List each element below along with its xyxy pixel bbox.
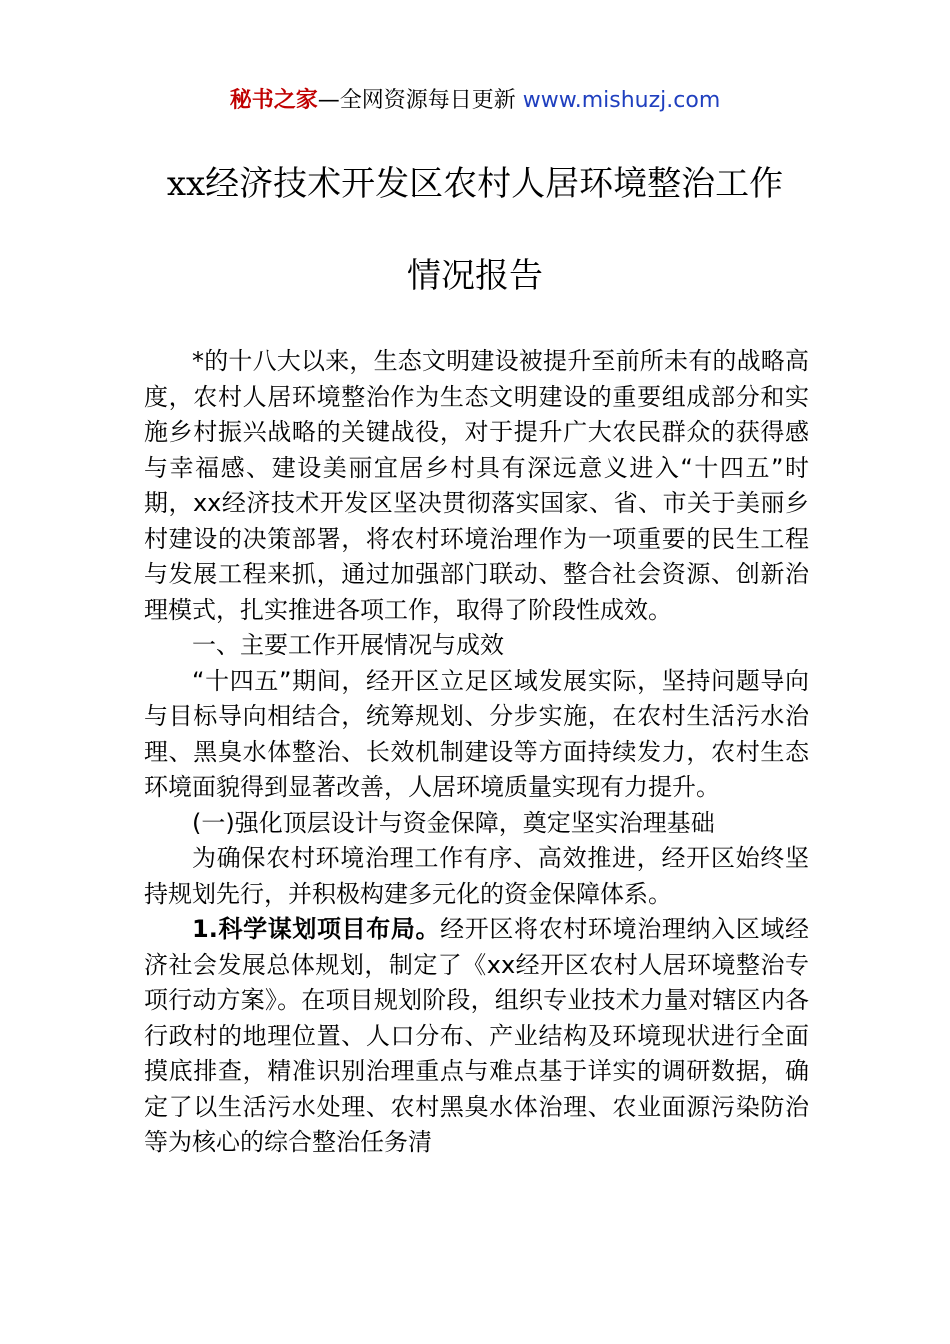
site-url-link[interactable]: www.mishuzj.com	[522, 88, 721, 113]
item-1-heading: 1.科学谋划项目布局。	[192, 915, 441, 943]
header-tagline: —全网资源每日更新	[317, 88, 523, 113]
brand-name: 秘书之家	[229, 88, 318, 113]
item-1-text: 经开区将农村环境治理纳入区域经济社会发展总体规划，制定了《xx经开区农村人居环境整治专项行动方案》。在项目规划阶段，组织专业技术力量对辖区内各行政村的地理位置、人口分布、产业结构及环境现状进行全面摸底排查，精准识别治理重点与难点基于详实的调研数据，确定了以生活污水处理、农村黑臭水体治理、农业面源污染防治等为核心的综合整治任务清	[144, 915, 809, 1156]
document-body	[144, 344, 809, 1161]
paragraph-overview: “十四五”期间，经开区立足区域发展实际，坚持问题导向与目标导向相结合，统筹规划、分步实施，在农村生活污水治理、黑臭水体整治、长效机制建设等方面持续发力，农村生态环境面貌得到显著改善，人居环境质量实现有力提升。	[144, 666, 809, 801]
title-line-1-text: 经济技术开发区农村人居环境整治工作	[205, 164, 784, 204]
subsection-heading-1: (一)强化顶层设计与资金保障，奠定坚实治理基础	[192, 808, 715, 837]
paragraph-subsection-intro: 为确保农村环境治理工作有序、高效推进，经开区始终坚持规划先行，并积极构建多元化的资金保障体系。	[144, 844, 809, 908]
site-header	[0, 86, 950, 116]
paragraph-item-1	[144, 912, 809, 1161]
title-line-2: 情况报告	[407, 256, 543, 296]
title-line-1	[0, 160, 950, 208]
title-prefix: xx	[166, 164, 206, 204]
document-title	[0, 160, 950, 300]
paragraph-intro: *的十八大以来，生态文明建设被提升至前所未有的战略高度，农村人居环境整治作为生态文明建设的重要组成部分和实施乡村振兴战略的关键战役，对于提升广大农民群众的获得感与幸福感、建设美丽宜居乡村具有深远意义进入“十四五”时期，xx经济技术开发区坚决贯彻落实国家、省、市关于美丽乡村建设的决策部署，将农村环境治理作为一项重要的民生工程与发展工程来抓，通过加强部门联动、整合社会资源、创新治理模式，扎实推进各项工作，取得了阶段性成效。	[144, 347, 809, 624]
section-heading-1: 一、主要工作开展情况与成效	[192, 631, 504, 659]
